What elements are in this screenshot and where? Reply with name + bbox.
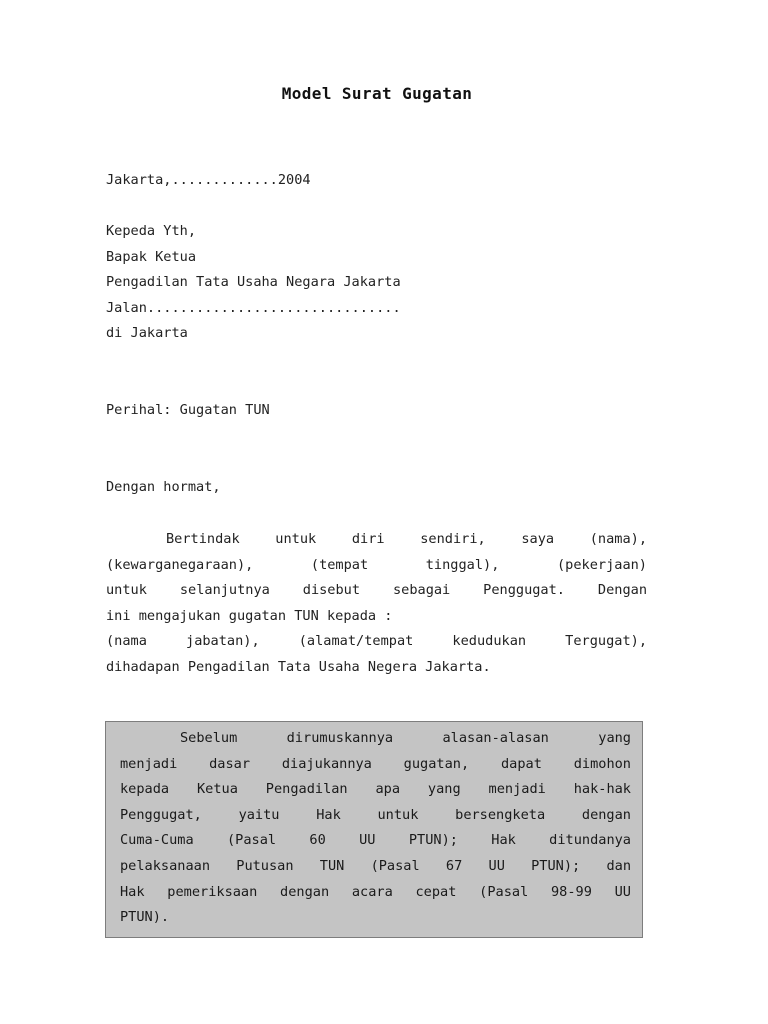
greeting: Dengan hormat,	[106, 479, 221, 495]
document-title: Model Surat Gugatan	[281, 84, 473, 103]
body-line: Bertindak untuk diri sendiri, saya (nama),	[166, 531, 647, 547]
address-line-1: Kepeda Yth,	[106, 223, 197, 239]
note-box	[105, 721, 643, 938]
note-line: Sebelum dirumuskannya alasan-alasan yang	[180, 730, 631, 746]
address-line-3: Pengadilan Tata Usaha Negara Jakarta	[106, 274, 401, 290]
note-line: menjadi dasar diajukannya gugatan, dapat dimohon	[120, 755, 631, 772]
body-line: (kewarganegaraan), (tempat tinggal), (pekerjaan)	[106, 556, 647, 573]
note-box-text	[120, 726, 631, 931]
address-line-2: Bapak Ketua	[106, 249, 197, 265]
body-paragraph	[106, 527, 647, 681]
note-line: PTUN).	[120, 909, 170, 926]
body-line: untuk selanjutnya disebut sebagai Penggugat. Dengan	[106, 582, 647, 599]
date-line: Jakarta,.............2004	[106, 172, 311, 188]
address-line-5: di Jakarta	[106, 325, 188, 341]
subject-line: Perihal: Gugatan TUN	[106, 402, 270, 418]
body-line: dihadapan Pengadilan Tata Usaha Negera Jakarta.	[106, 658, 491, 675]
address-line-4: Jalan...............................	[106, 300, 401, 316]
body-line: ini mengajukan gugatan TUN kepada :	[106, 607, 393, 624]
note-line: Cuma-Cuma (Pasal 60 UU PTUN); Hak ditundanya	[120, 832, 631, 849]
note-line: Penggugat, yaitu Hak untuk bersengketa dengan	[120, 806, 631, 823]
note-line: pelaksanaan Putusan TUN (Pasal 67 UU PTUN); dan	[120, 857, 631, 874]
body-line: (nama jabatan), (alamat/tempat kedudukan Tergugat),	[106, 633, 647, 650]
note-line: kepada Ketua Pengadilan apa yang menjadi hak-hak	[120, 781, 631, 798]
note-line: Hak pemeriksaan dengan acara cepat (Pasal 98-99 UU	[120, 883, 631, 900]
